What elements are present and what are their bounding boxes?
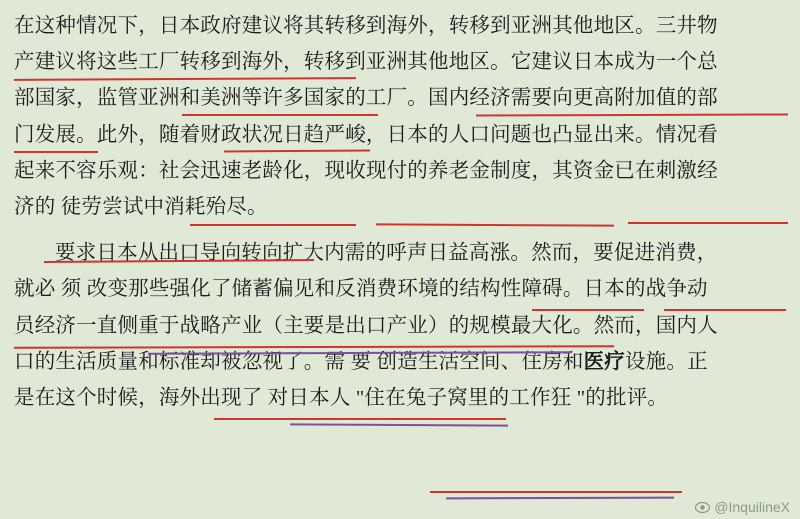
paragraph-1-line-6: 济的 徒劳尝试中消耗殆尽。 <box>14 196 268 219</box>
paragraph-1-line-3: 部国家，监管亚洲和美洲等许多国家的工厂。国内经济需要向更高附加值的部 <box>14 87 718 110</box>
paragraph-1-line-5: 起来不容乐观：社会迅速老龄化，现收现付的养老金制度，其资金已在刺激经 <box>14 159 718 182</box>
paragraph-2-line-2: 就必 须 改变那些强化了储蓄偏见和反消费环境的结构性障碍。日本的战争动 <box>14 278 708 301</box>
paragraph-1-line-2: 产建议将这些工厂转移到海外，转移到亚洲其他地区。它建议日本成为一个总 <box>14 51 718 74</box>
paragraph-spacer <box>14 225 786 235</box>
underline-purple-3 <box>446 497 674 500</box>
underline-purple-2 <box>290 423 508 426</box>
paragraph-2-line-1: 要求日本从出口导向转向扩大内需的呼声日益高涨。然而，要促进消费， <box>55 242 718 265</box>
emphasis-term: 医疗 <box>583 350 625 373</box>
watermark-handle: @InquilineX <box>714 499 790 515</box>
paragraph-1-line-1: 在这种情况下，日本政府建议将其转移到海外，转移到亚洲其他地区。三井物 <box>14 15 718 37</box>
paragraph-1-line-4: 门发展。此外，随着财政状况日趋严峻，日本的人口问题也凸显出来。情况看 <box>14 123 718 146</box>
watermark <box>695 499 790 515</box>
paragraph-2-line-5: 是在这个时候，海外出现了 对日本人 "住在兔子窝里的工作狂 "的批评。 <box>14 387 669 410</box>
paragraph-2-line-3: 员经济一直侧重于战略产业（主要是出口产业）的规模最大化。然而，国内人 <box>14 314 718 337</box>
underline-red-13 <box>214 418 506 420</box>
weibo-eye-icon <box>695 501 710 514</box>
underline-red-14 <box>430 491 682 493</box>
paragraph-2-line-4: 口的生活质量和标准却被忽视了。需 要 创造生活空间、住房和医疗设施。正 <box>14 350 708 373</box>
